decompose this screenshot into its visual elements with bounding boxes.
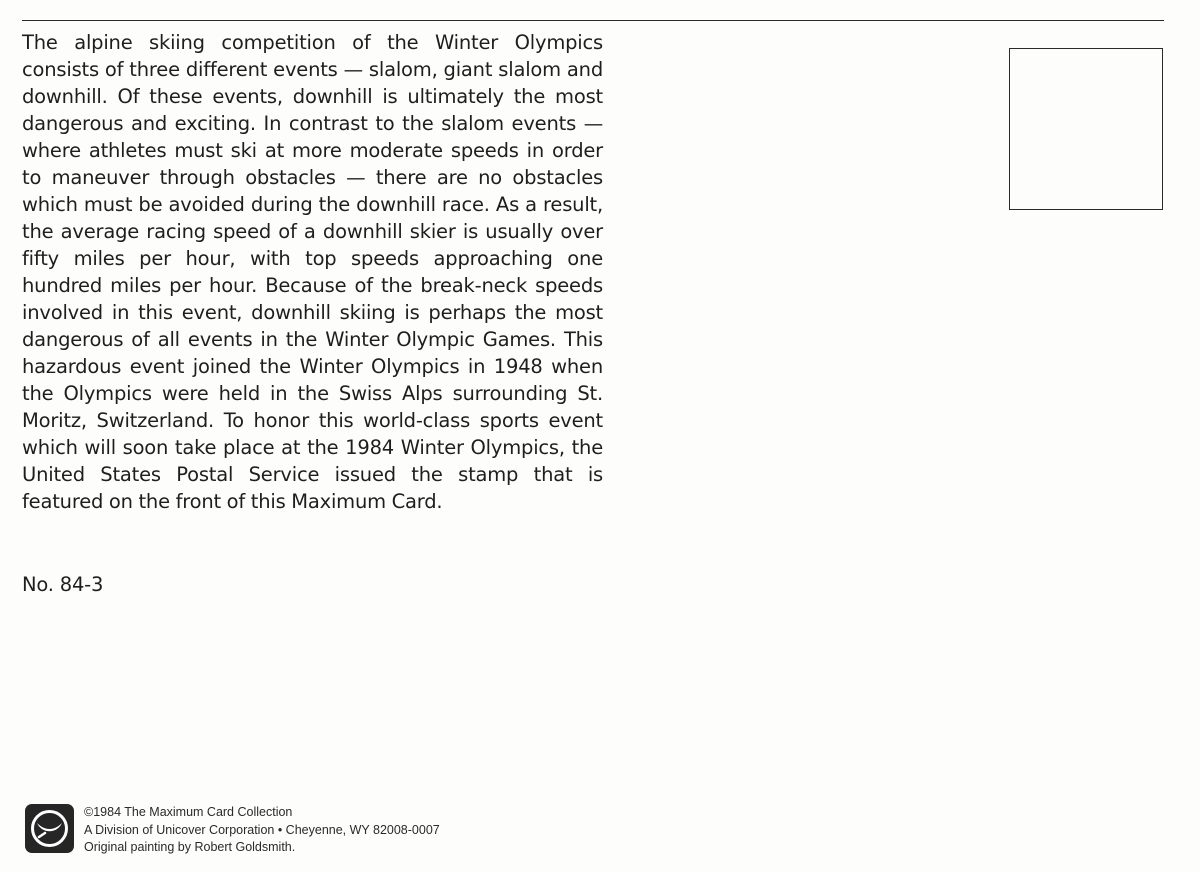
stamp-placement-box bbox=[1009, 48, 1163, 210]
painting-credit-line: Original painting by Robert Goldsmith. bbox=[84, 840, 296, 854]
top-divider bbox=[22, 20, 1164, 21]
post-horn-icon bbox=[25, 804, 74, 853]
copyright-line: ©1984 The Maximum Card Collection bbox=[84, 805, 293, 819]
card-description: The alpine skiing competition of the Winter Olympics consists of three different events — slalom, giant slalom and downhill. Of these events, downhill is ultimately the most dangerous and exciting. In contrast to the slalom events — where athletes must ski at more moderate speeds in order to maneuver through obstacles — there are no obstacles which must be avoided during the downhill race. As a result, the average racing speed of a downhill skier is usually over fifty miles per hour, with top speeds approaching one hundred miles per hour. Because of the break-neck speeds involved in this event, downhill skiing is perhaps the most dangerous of all events in the Winter Olympic Games. This hazardous event joined the Winter Olympics in 1948 when the Olympics were held in the Swiss Alps surrounding St. Moritz, Switzerland. To honor this world-class sports event which will soon take place at the 1984 Winter Olympics, the United States Postal Service issued the stamp that is featured on the front of this Maximum Card. bbox=[22, 31, 603, 513]
company-line: A Division of Unicover Corporation • Cheyenne, WY 82008-0007 bbox=[84, 822, 440, 837]
card-number: No. 84-3 bbox=[22, 573, 104, 596]
footer-credits bbox=[84, 804, 440, 857]
